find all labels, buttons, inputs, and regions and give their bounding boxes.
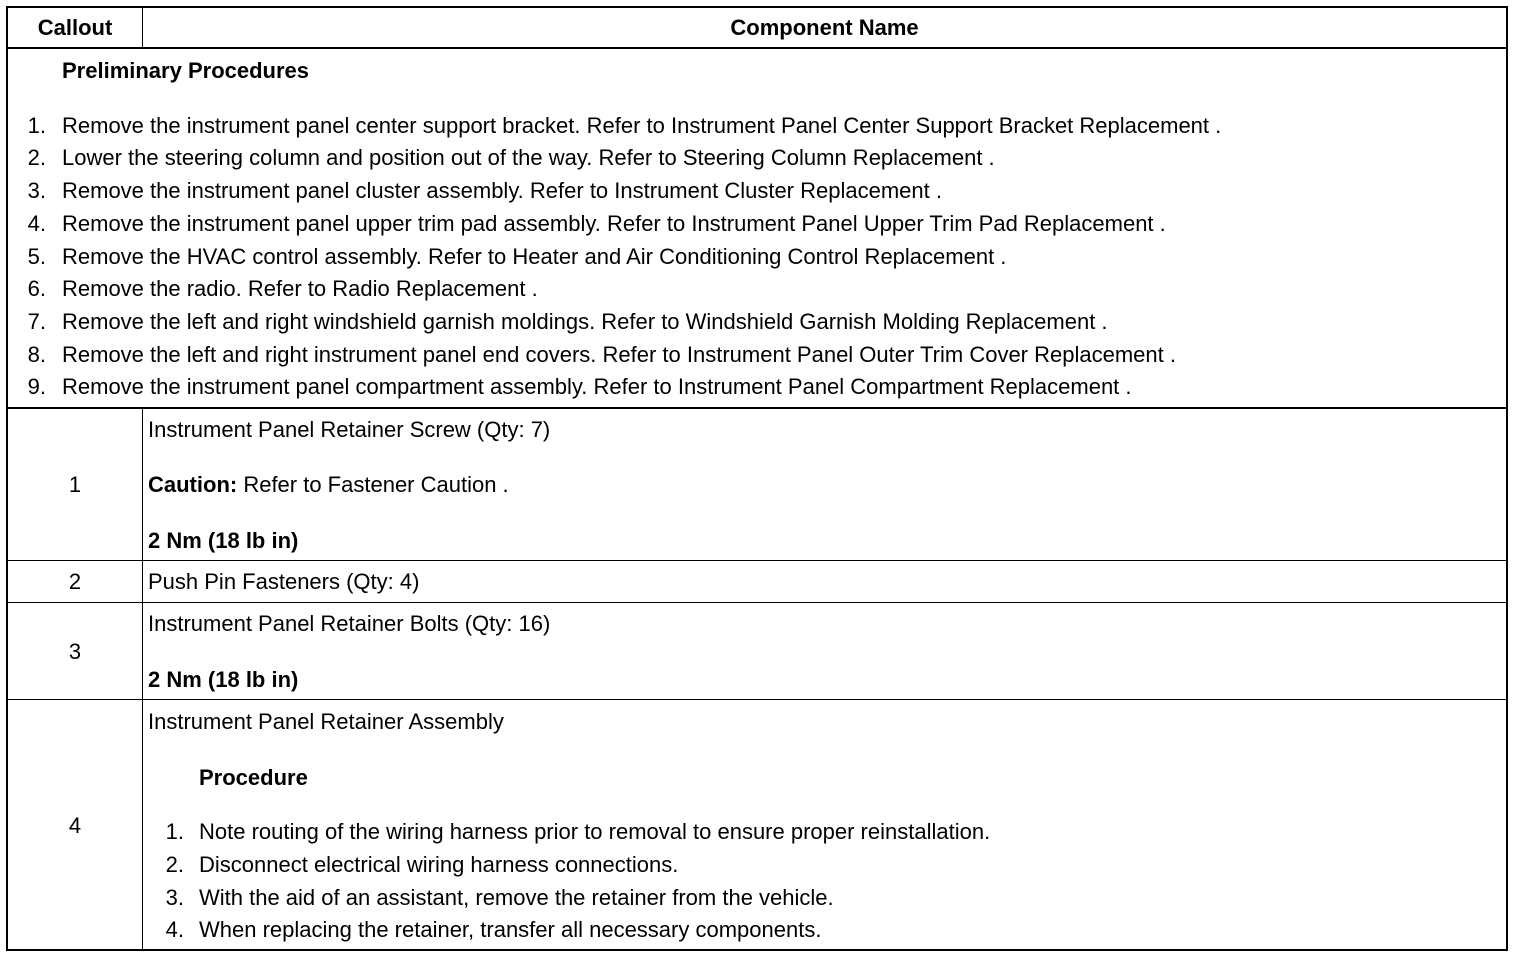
step-text: Note routing of the wiring harness prior to removal to ensure proper reinstallation. (199, 819, 991, 844)
step-text: Remove the HVAC control assembly. Refer to Heater and Air Conditioning Control Replacement . (62, 244, 1007, 269)
step-text: Remove the left and right windshield garnish moldings. Refer to Windshield Garnish Molding Replacement . (62, 309, 1108, 334)
step-text: When replacing the retainer, transfer all necessary components. (199, 917, 822, 942)
component-name: Instrument Panel Retainer Assembly (148, 709, 504, 734)
header-divider (6, 47, 1508, 49)
step-text: Remove the instrument panel compartment assembly. Refer to Instrument Panel Compartment Replacement . (62, 374, 1132, 399)
component-name: Push Pin Fasteners (Qty: 4) (148, 569, 420, 594)
callout-number: 3 (68, 639, 82, 664)
step-text: Lower the steering column and position out of the way. Refer to Steering Column Replacement . (62, 145, 995, 170)
step-text: Remove the instrument panel upper trim pad assembly. Refer to Instrument Panel Upper Trim Pad Replacement . (62, 211, 1166, 236)
step-number: 6. (27, 276, 46, 301)
step-number: 1. (27, 113, 46, 138)
column-divider-body (142, 408, 143, 949)
preliminary-title: Preliminary Procedures (62, 58, 310, 83)
step-text: Remove the left and right instrument panel end covers. Refer to Instrument Panel Outer Trim Cover Replacement . (62, 342, 1176, 367)
step-number: 3. (165, 885, 184, 910)
step-number: 3. (27, 178, 46, 203)
caution-text: Refer to Fastener Caution . (237, 472, 509, 497)
row-divider (6, 560, 1508, 561)
procedure-title: Procedure (199, 765, 308, 790)
torque-spec: 2 Nm (18 lb in) (148, 528, 299, 553)
component-name: Instrument Panel Retainer Screw (Qty: 7) (148, 417, 551, 442)
callout-number: 2 (68, 569, 82, 594)
step-number: 1. (165, 819, 184, 844)
step-number: 5. (27, 244, 46, 269)
torque-spec: 2 Nm (18 lb in) (148, 667, 299, 692)
component-name: Instrument Panel Retainer Bolts (Qty: 16) (148, 611, 551, 636)
caution-line (148, 472, 509, 498)
step-text: Remove the instrument panel center support bracket. Refer to Instrument Panel Center Support Bracket Replacement . (62, 113, 1222, 138)
step-text: Disconnect electrical wiring harness connections. (199, 852, 679, 877)
caution-label: Caution: (148, 472, 238, 497)
step-number: 2. (165, 852, 184, 877)
step-number: 4. (165, 917, 184, 942)
step-text: Remove the radio. Refer to Radio Replacement . (62, 276, 538, 301)
callout-number: 4 (68, 813, 82, 838)
row-divider (6, 699, 1508, 700)
step-text: Remove the instrument panel cluster assembly. Refer to Instrument Cluster Replacement . (62, 178, 942, 203)
step-text: With the aid of an assistant, remove the retainer from the vehicle. (199, 885, 834, 910)
step-number: 8. (27, 342, 46, 367)
header-callout: Callout (37, 15, 113, 40)
row-divider (6, 602, 1508, 603)
step-number: 2. (27, 145, 46, 170)
step-number: 4. (27, 211, 46, 236)
header-component-name: Component Name (730, 15, 919, 40)
step-number: 9. (27, 374, 46, 399)
row-divider (6, 407, 1508, 409)
callout-number: 1 (68, 472, 82, 497)
step-number: 7. (27, 309, 46, 334)
